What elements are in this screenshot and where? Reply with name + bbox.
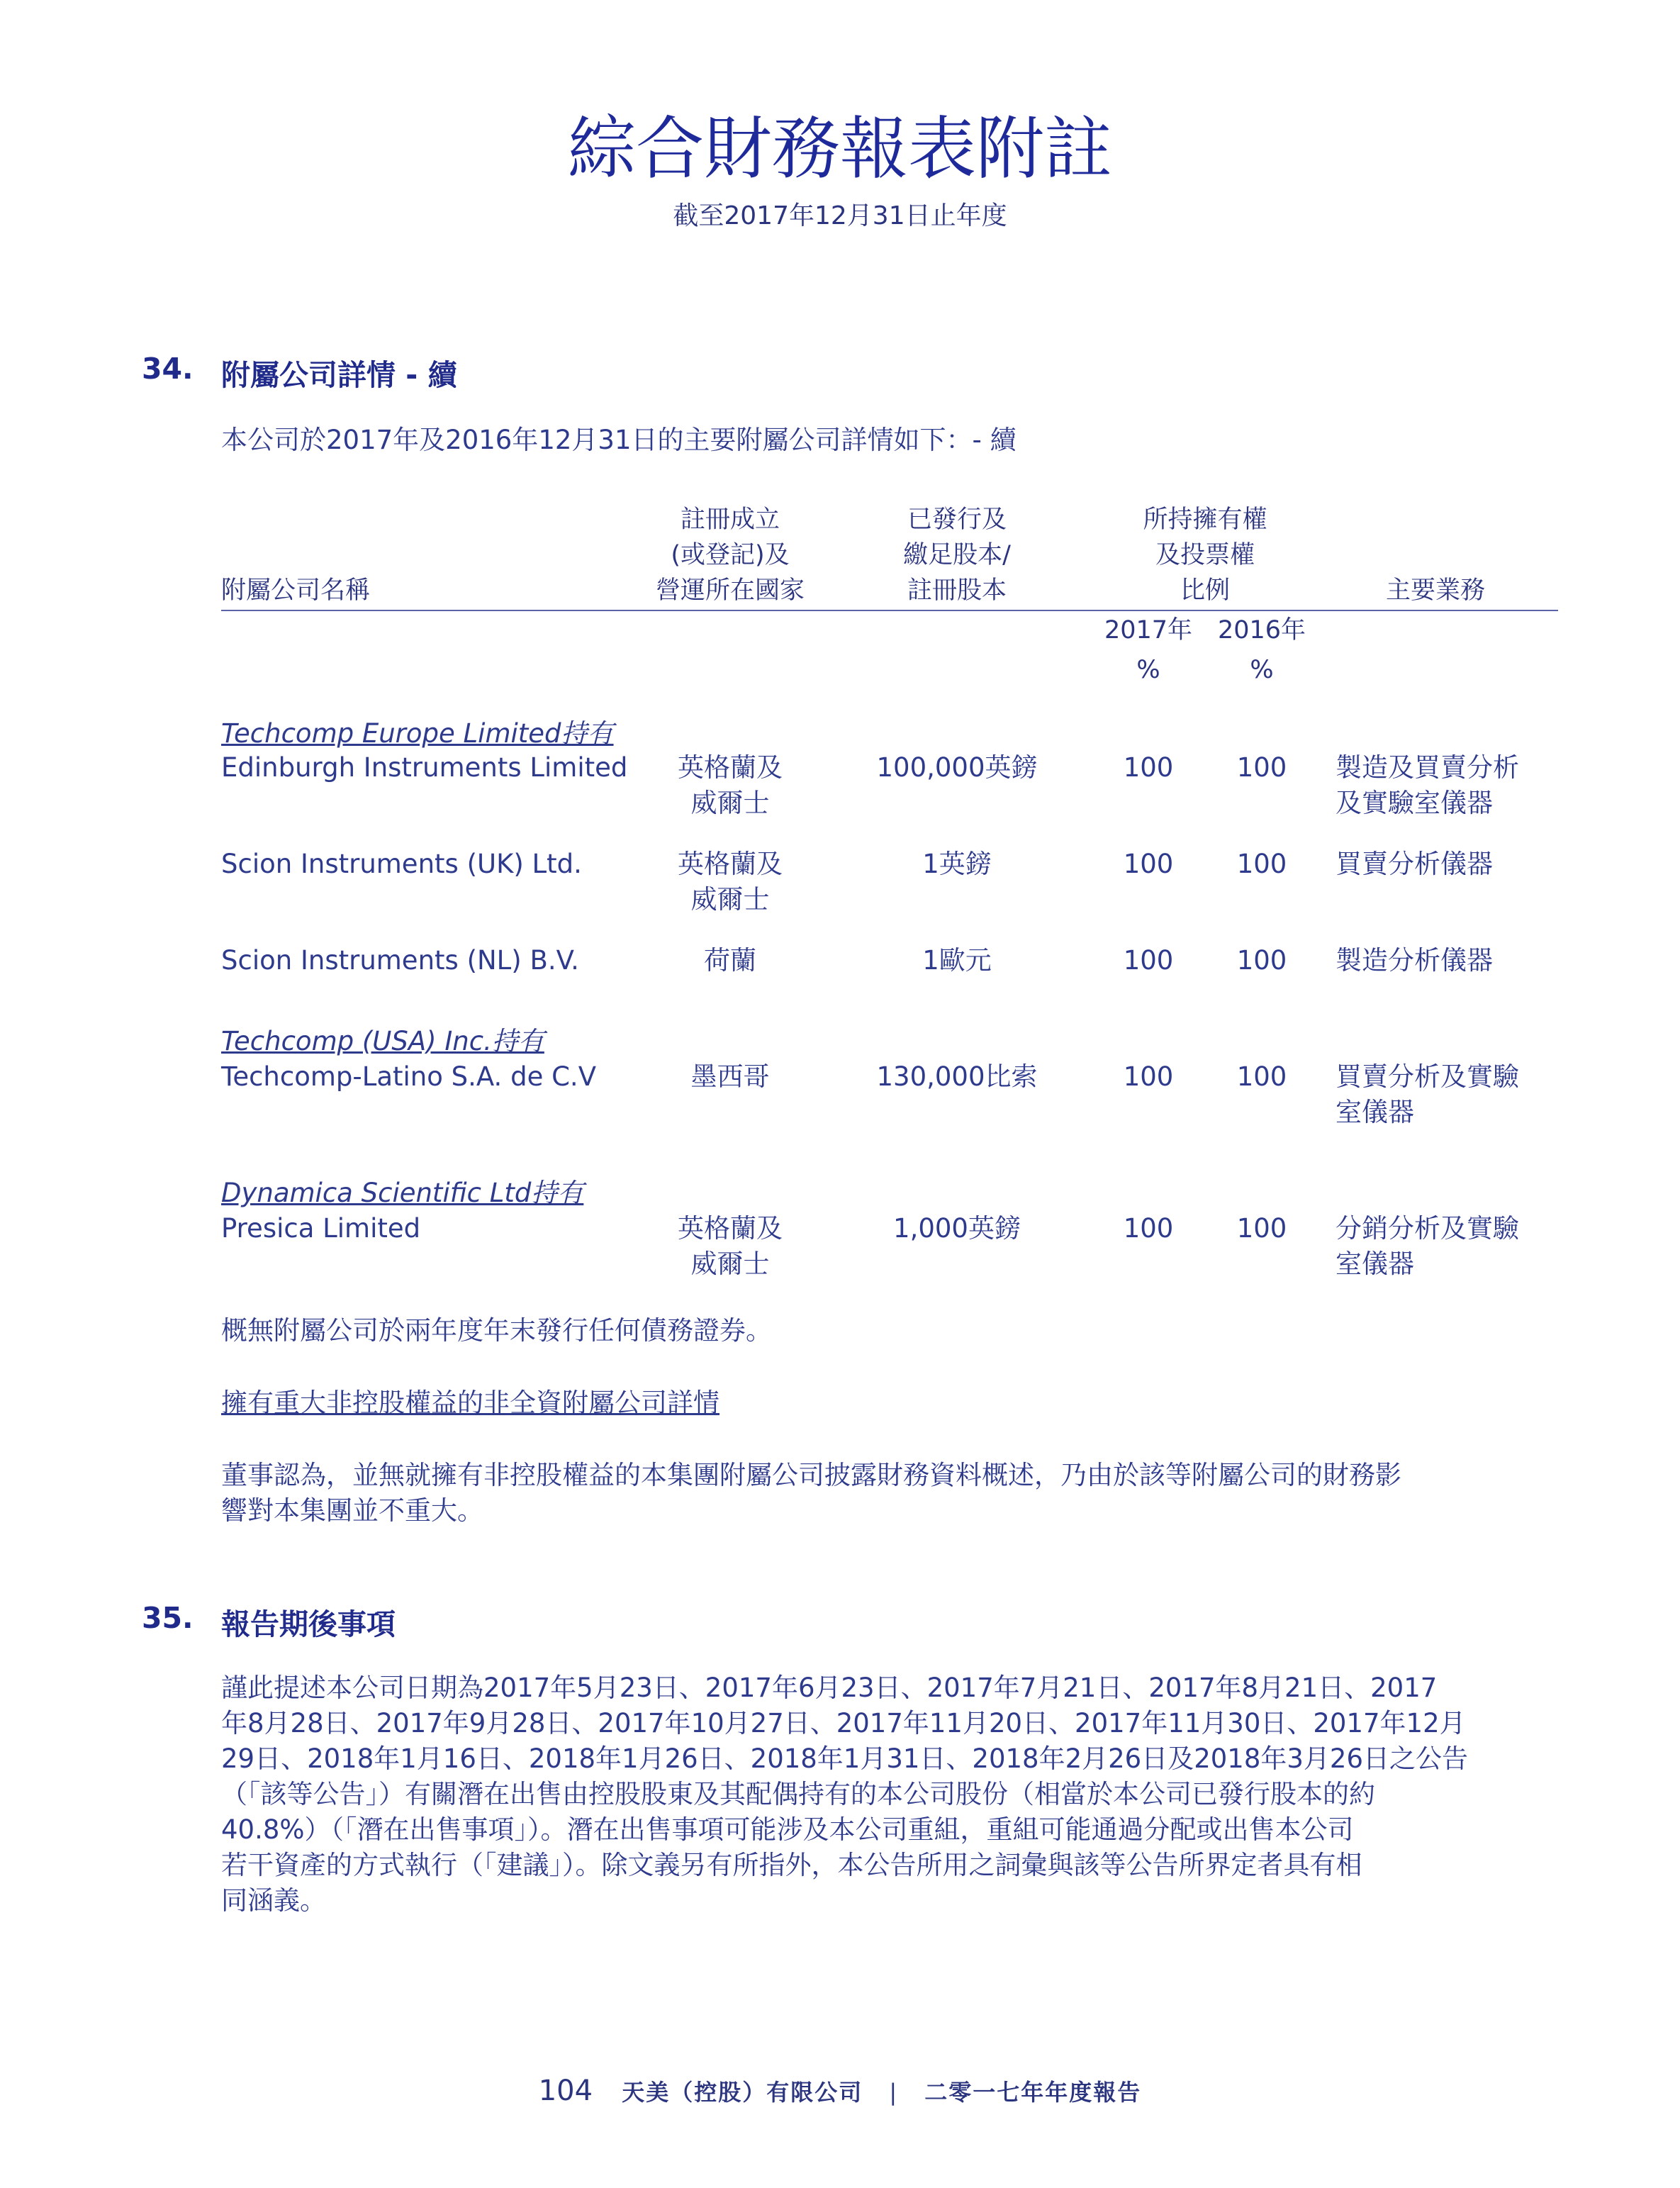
table-row-name: Presica Limited [221,1213,421,1244]
nci-paragraph: 董事認為，並無就擁有非控股權益的本集團附屬公司披露財務資料概述，乃由於該等附屬公司的財務影 響對本集團並不重大。 [221,1460,1401,1526]
table-row-business: 製造及買賣分析 及實驗室儀器 [1335,752,1519,818]
header-rule [221,610,1558,611]
table-row-business: 買賣分析儀器 [1335,849,1493,879]
table-row-capital: 130,000比索 [876,1061,1038,1092]
table-row-name: Scion Instruments (UK) Ltd. [221,849,582,879]
note-debt-securities: 概無附屬公司於兩年度年末發行任何債務證券。 [221,1315,772,1346]
table-row-country: 荷蘭 [704,945,756,976]
col-header-name: 附屬公司名稱 [221,576,371,605]
table-row-business: 製造分析儀器 [1335,945,1493,976]
page-number: 104 [538,2075,593,2107]
table-row-2017: 100 [1123,752,1174,783]
col-header-2016: 2016年 [1217,616,1306,644]
nci-subheading: 擁有重大非控股權益的非全資附屬公司詳情 [221,1388,719,1418]
section-35-title: 報告期後事項 [221,1607,396,1641]
footer-report-title: 二零一七年年度報告 [924,2079,1142,2106]
col-header-pct-2016: % [1250,656,1274,684]
section-35-paragraph: 謹此提述本公司日期為2017年5月23日、2017年6月23日、2017年7月21日、2017年8月21日、2017 年8月28日、2017年9月28日、2017年10月27日、2017年11月20日、2017年11月30日、2017年12月 29日、2018年1月16日、2018年1月26日、2018年1月31日、2018年2月26日及2018年3月26日之公告 （「該等公告」）有關潛在出售由控股股東及其配偶持有的本公司股份（相當於本公司已發行股本的約 40.8%）（「潛在出售事項」）。潛在出售事項可能涉及本公司重組，重組可能通過分配或出售本公司 若干資產的方式執行（「建議」）。除文義另有所指外，本公告所用之詞彙與該等公告所界定者具有相 同涵義。 [221,1673,1468,1916]
page-footer [0,2075,1680,2107]
table-row-2016: 100 [1236,1061,1287,1092]
table-row-2016: 100 [1236,945,1287,976]
section-34-title: 附屬公司詳情 - 續 [221,358,457,392]
table-row-capital: 100,000英鎊 [876,752,1038,783]
table-row-capital: 1英鎊 [922,849,992,879]
group-heading-dynamica: Dynamica Scientific Ltd持有 [221,1178,584,1208]
section-35-number: 35. [142,1601,194,1635]
table-row-name: Scion Instruments (NL) B.V. [221,945,579,976]
section-34-number: 34. [142,352,194,386]
group-heading-techcomp-usa: Techcomp (USA) Inc.持有 [221,1026,544,1056]
table-row-country: 英格蘭及 威爾士 [678,849,783,915]
page-subtitle: 截至2017年12月31日止年度 [673,201,1007,230]
col-header-2017: 2017年 [1104,616,1193,644]
table-row-country: 英格蘭及 威爾士 [678,1213,783,1279]
table-row-2017: 100 [1123,849,1174,879]
footer-separator: | [889,2079,899,2106]
table-row-country: 英格蘭及 威爾士 [678,752,783,818]
col-header-ratio: 所持擁有權 及投票權 比例 [1143,506,1267,605]
table-row-capital: 1,000英鎊 [893,1213,1021,1244]
col-header-pct-2017: % [1136,656,1160,684]
table-row-2016: 100 [1236,752,1287,783]
table-row-business: 買賣分析及實驗 室儀器 [1335,1061,1519,1127]
footer-company: 天美（控股）有限公司 [622,2079,863,2106]
col-header-country: 註冊成立 (或登記)及 營運所在國家 [655,506,805,605]
table-row-2017: 100 [1123,1213,1174,1244]
table-row-name: Techcomp-Latino S.A. de C.V [221,1061,597,1092]
table-row-country: 墨西哥 [690,1061,770,1092]
col-header-business: 主要業務 [1385,576,1485,605]
col-header-capital: 已發行及 繳足股本/ 註冊股本 [903,506,1011,605]
table-row-capital: 1歐元 [922,945,992,976]
table-row-2017: 100 [1123,1061,1174,1092]
table-row-2017: 100 [1123,945,1174,976]
group-heading-techcomp-europe: Techcomp Europe Limited持有 [221,718,614,749]
page-title: 綜合財務報表附註 [568,109,1112,189]
table-row-business: 分銷分析及實驗 室儀器 [1335,1213,1519,1279]
table-row-2016: 100 [1236,1213,1287,1244]
table-row-2016: 100 [1236,849,1287,879]
section-34-intro: 本公司於2017年及2016年12月31日的主要附屬公司詳情如下：- 續 [221,425,1017,455]
table-row-name: Edinburgh Instruments Limited [221,752,628,783]
